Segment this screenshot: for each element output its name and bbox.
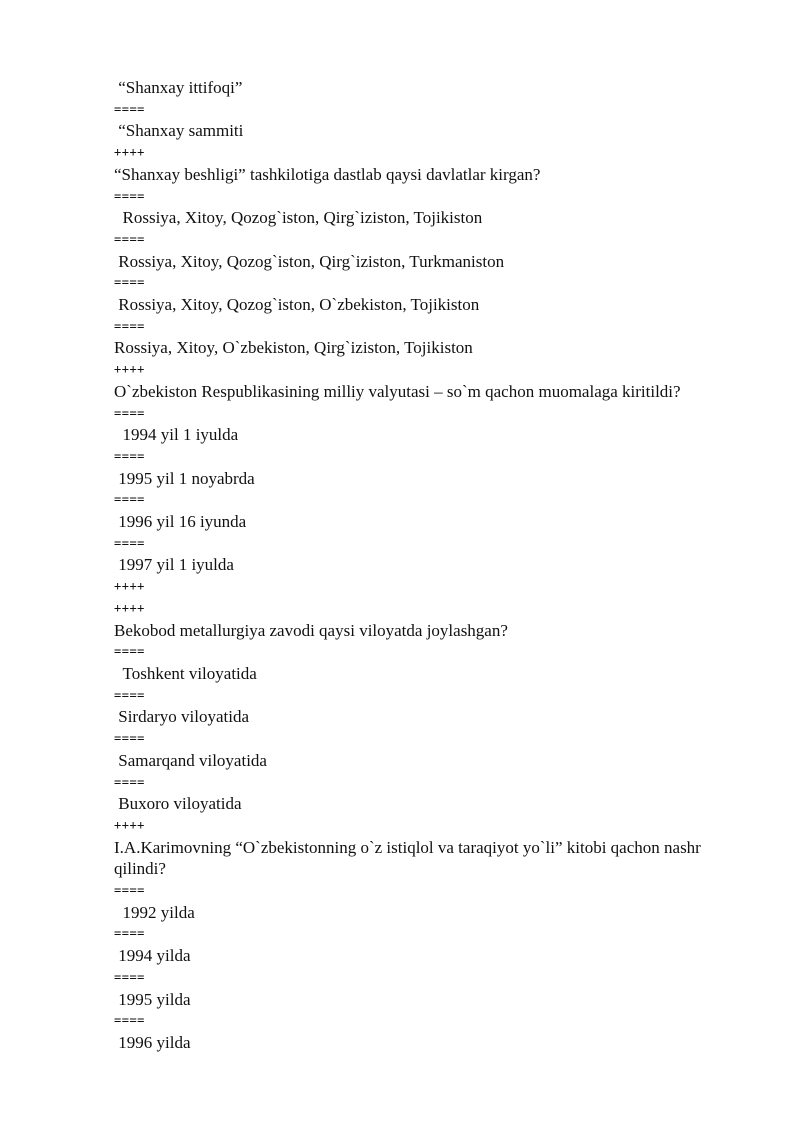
option-separator: ==== xyxy=(114,188,145,203)
option-separator: ==== xyxy=(114,774,145,789)
answer-option: Sirdaryo viloyatida xyxy=(114,707,250,727)
answer-option: Rossiya, Xitoy, Qozog`iston, Qirg`iziston, Tojikiston xyxy=(114,208,483,228)
option-separator: ==== xyxy=(114,318,145,333)
option-separator: ==== xyxy=(114,492,145,507)
option-separator: ==== xyxy=(114,535,145,550)
question-text: “Shanxay beshligi” tashkilotiga dastlab qaysi davlatlar kirgan? xyxy=(114,164,541,184)
answer-option: 1995 yil 1 noyabrda xyxy=(114,468,255,488)
question-text: I.A.Karimovning “O`zbekistonning o`z istiqlol va taraqiyot yo`li” kitobi qachon nashr qilindi? xyxy=(114,837,701,879)
option-separator: ==== xyxy=(114,231,145,246)
answer-option: Rossiya, Xitoy, Qozog`iston, Qirg`iziston, Turkmaniston xyxy=(114,251,505,271)
answer-option: 1997 yil 1 iyulda xyxy=(114,555,234,575)
answer-option: Rossiya, Xitoy, O`zbekiston, Qirg`iziston, Tojikiston xyxy=(114,338,473,358)
option-separator: ==== xyxy=(114,687,145,702)
option-separator: ==== xyxy=(114,883,145,898)
option-separator: ==== xyxy=(114,101,145,116)
answer-option: Toshkent viloyatida xyxy=(114,663,257,683)
question-text: O`zbekiston Respublikasining milliy valyutasi – so`m qachon muomalaga kiritildi? xyxy=(114,381,681,401)
option-separator: ==== xyxy=(114,448,145,463)
question-separator: ++++ xyxy=(114,362,145,377)
option-separator: ==== xyxy=(114,644,145,659)
question-text: Bekobod metallurgiya zavodi qaysi viloyatda joylashgan? xyxy=(114,620,508,640)
question-separator: ++++ xyxy=(114,817,145,832)
question-separator: ++++ xyxy=(114,579,145,594)
answer-option: 1996 yilda xyxy=(114,1032,191,1052)
option-separator: ==== xyxy=(114,1013,145,1028)
option-separator: ==== xyxy=(114,275,145,290)
answer-option: “Shanxay sammiti xyxy=(114,121,244,141)
document-body xyxy=(114,77,754,1054)
answer-option: 1992 yilda xyxy=(114,902,195,922)
question-separator: ++++ xyxy=(114,145,145,160)
answer-option: Rossiya, Xitoy, Qozog`iston, O`zbekiston, Tojikiston xyxy=(114,295,480,315)
option-separator: ==== xyxy=(114,926,145,941)
answer-option: 1995 yilda xyxy=(114,989,191,1009)
answer-option: Samarqand viloyatida xyxy=(114,750,267,770)
answer-option: 1994 yil 1 iyulda xyxy=(114,425,239,445)
question-separator: ++++ xyxy=(114,600,145,615)
option-separator: ==== xyxy=(114,731,145,746)
option-separator: ==== xyxy=(114,969,145,984)
answer-option: “Shanxay ittifoqi” xyxy=(114,78,243,97)
answer-option: 1996 yil 16 iyunda xyxy=(114,512,247,532)
answer-option: Buxoro viloyatida xyxy=(114,794,242,814)
option-separator: ==== xyxy=(114,405,145,420)
answer-option: 1994 yilda xyxy=(114,946,191,966)
